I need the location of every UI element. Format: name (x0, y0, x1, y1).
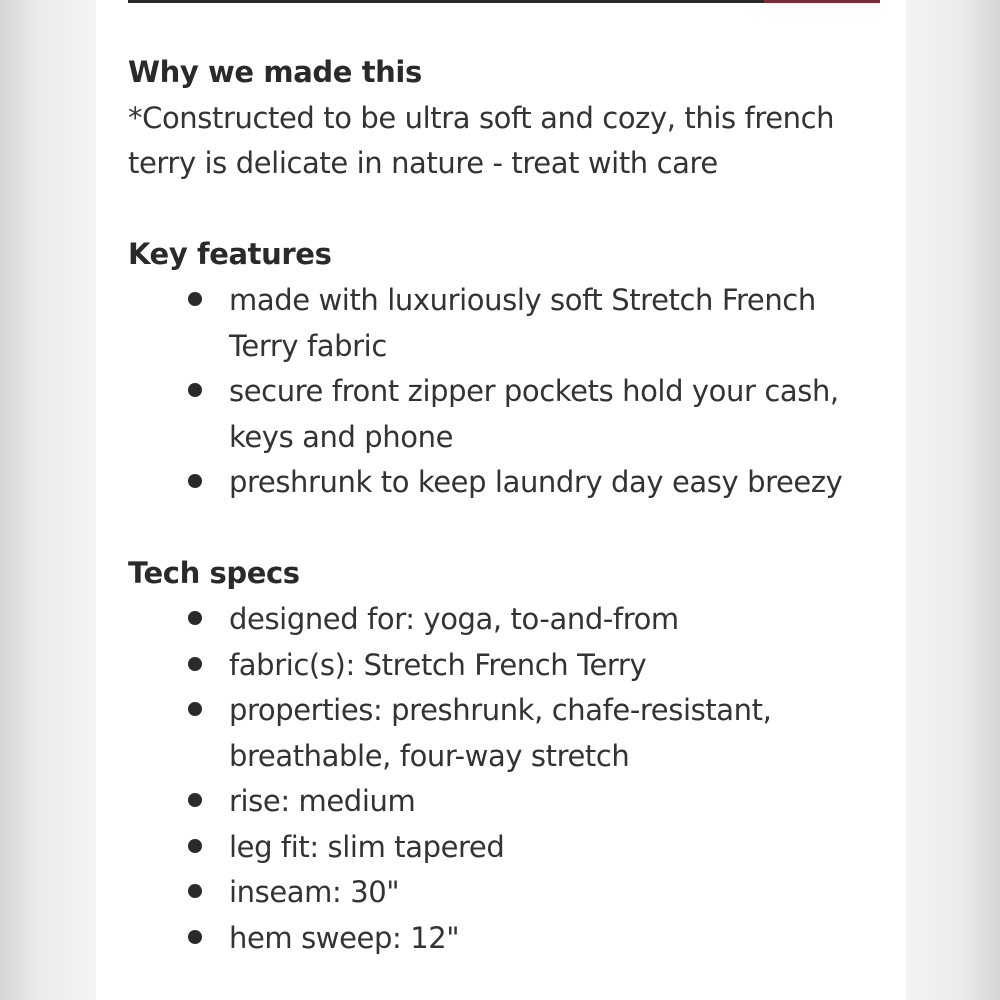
list-item: leg fit: slim tapered (96, 825, 879, 871)
list-item: preshrunk to keep laundry day easy breezy (96, 460, 879, 506)
specs-heading: Tech specs (128, 556, 300, 590)
bullet-icon (188, 793, 202, 807)
bullet-icon (188, 611, 202, 625)
bullet-icon (188, 702, 202, 716)
list-item: hem sweep: 12" (96, 916, 879, 962)
bullet-icon (188, 292, 202, 306)
specs-list (96, 597, 906, 961)
bullet-icon (188, 657, 202, 671)
bullet-icon (188, 839, 202, 853)
bullet-icon (188, 474, 202, 488)
list-item: designed for: yoga, to-and-from (96, 597, 879, 643)
features-list (96, 278, 906, 506)
bullet-icon (188, 383, 202, 397)
list-item: made with luxuriously soft Stretch French Terry fabric (96, 278, 879, 369)
list-item: inseam: 30" (96, 870, 879, 916)
product-details-panel (96, 0, 906, 1000)
active-tab-indicator (764, 0, 880, 3)
why-heading: Why we made this (128, 55, 422, 89)
list-item: secure front zipper pockets hold your cash, keys and phone (96, 369, 879, 460)
bullet-icon (188, 930, 202, 944)
list-item: properties: preshrunk, chafe-resistant, breathable, four-way stretch (96, 688, 879, 779)
why-description: *Constructed to be ultra soft and cozy, this french terry is delicate in nature - treat with care (128, 101, 835, 180)
features-heading: Key features (128, 237, 332, 271)
bullet-icon (188, 884, 202, 898)
list-item: rise: medium (96, 779, 879, 825)
list-item: fabric(s): Stretch French Terry (96, 643, 879, 689)
